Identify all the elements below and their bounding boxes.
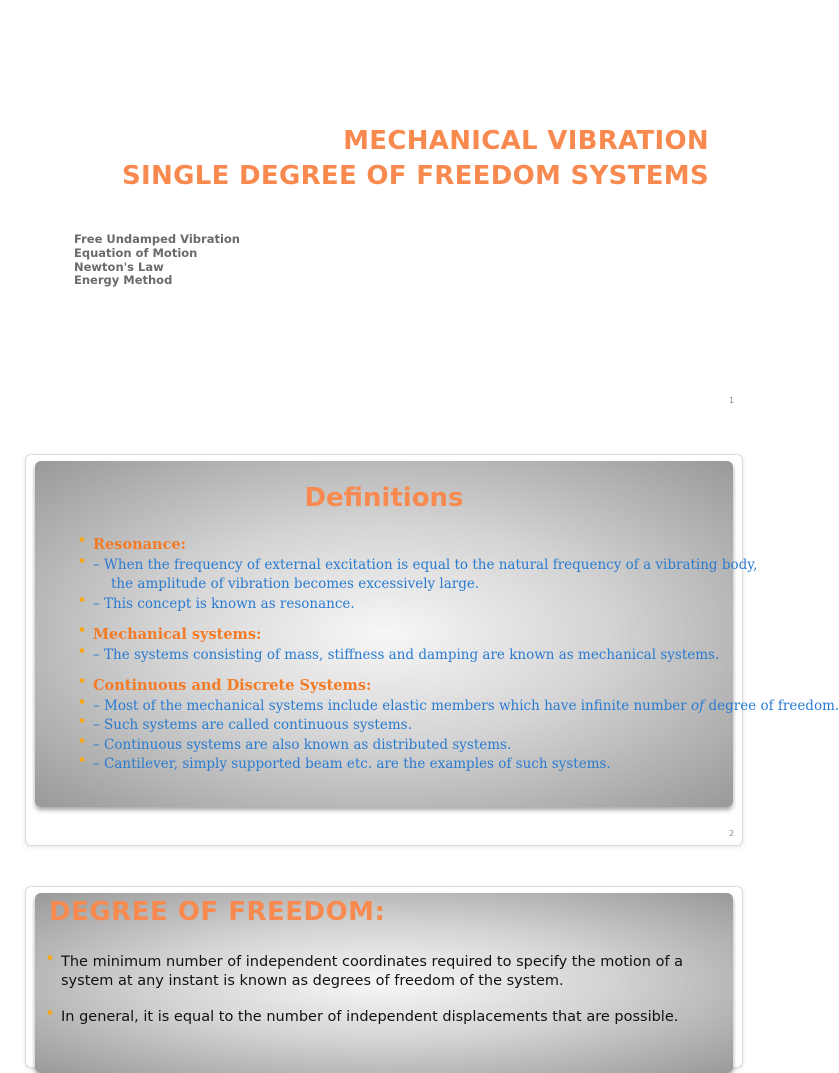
slide-3 xyxy=(25,886,743,1068)
bullet-icon: • xyxy=(77,672,88,692)
bullet-icon: • xyxy=(77,621,88,641)
title-line-2: SINGLE DEGREE OF FREEDOM SYSTEMS xyxy=(122,161,709,191)
slide-title: Definitions xyxy=(304,483,464,513)
bullet-icon: • xyxy=(77,712,88,732)
list-item xyxy=(77,672,839,697)
list-item xyxy=(45,1004,685,1027)
topic-item: Energy Method xyxy=(74,273,173,288)
text-part-italic: of xyxy=(691,697,705,714)
definition-text: – The systems consisting of mass, stiffness and damping are known as mechanical systems. xyxy=(93,646,720,663)
list-item xyxy=(77,531,839,556)
bullet-icon: • xyxy=(77,551,88,572)
bullet-icon: • xyxy=(45,949,56,969)
list-item xyxy=(77,621,839,646)
page-number: 1 xyxy=(729,396,735,405)
dof-list xyxy=(45,949,685,1045)
topic-item: Equation of Motion xyxy=(74,245,198,260)
title-line-1: MECHANICAL VIBRATION xyxy=(343,126,709,156)
bullet-icon: • xyxy=(77,531,88,551)
topic-item: Newton's Law xyxy=(74,259,164,274)
definition-text: – When the frequency of external excitation is equal to the natural frequency of a vibrating body, xyxy=(93,556,758,573)
list-item xyxy=(45,949,685,990)
page-number: 2 xyxy=(729,829,735,838)
bullet-icon: • xyxy=(77,641,88,662)
text-part: degree of freedom. xyxy=(704,697,839,714)
list-item xyxy=(77,712,839,736)
slide-2-panel xyxy=(35,461,839,807)
slide-1-title xyxy=(122,124,709,194)
paragraph-text: The minimum number of independent coordinates required to specify the motion of a system at any instant is known as degrees of freedom of the system. xyxy=(61,954,684,989)
bullet-icon: • xyxy=(77,751,88,771)
definition-text: – Cantilever, simply supported beam etc. are the examples of such systems. xyxy=(93,756,611,772)
slide-1 xyxy=(0,0,768,420)
bullet-icon: • xyxy=(77,590,88,611)
paragraph-text: In general, it is equal to the number of independent displacements that are possible. xyxy=(61,1009,679,1025)
bullet-icon: • xyxy=(77,731,88,752)
section-heading: Continuous and Discrete Systems: xyxy=(93,677,372,694)
list-item xyxy=(77,590,839,615)
section-heading: Mechanical systems: xyxy=(93,626,262,643)
list-item xyxy=(77,692,839,717)
definition-text: – Continuous systems are also known as distributed systems. xyxy=(93,736,512,753)
slide-2 xyxy=(25,454,839,846)
list-item xyxy=(77,641,839,666)
list-item xyxy=(77,751,839,775)
list-item xyxy=(77,731,839,756)
definition-text: – Such systems are called continuous systems. xyxy=(93,717,412,733)
bullet-icon: • xyxy=(45,1004,56,1024)
definition-text xyxy=(93,698,839,714)
topic-item: Free Undamped Vibration xyxy=(74,232,240,246)
definition-text: – This concept is known as resonance. xyxy=(93,595,355,612)
section-heading: Resonance: xyxy=(93,536,186,553)
slide-3-panel xyxy=(35,893,733,1073)
slide-title: DEGREE OF FREEDOM: xyxy=(49,897,386,927)
topic-list xyxy=(74,233,240,288)
list-item xyxy=(77,551,839,576)
text-part: – Most of the mechanical systems include elastic members which have infinite number xyxy=(93,697,692,714)
bullet-icon: • xyxy=(77,692,88,713)
definitions-list xyxy=(77,531,839,775)
definition-text-continued: the amplitude of vibration becomes excessively large. xyxy=(111,576,480,592)
